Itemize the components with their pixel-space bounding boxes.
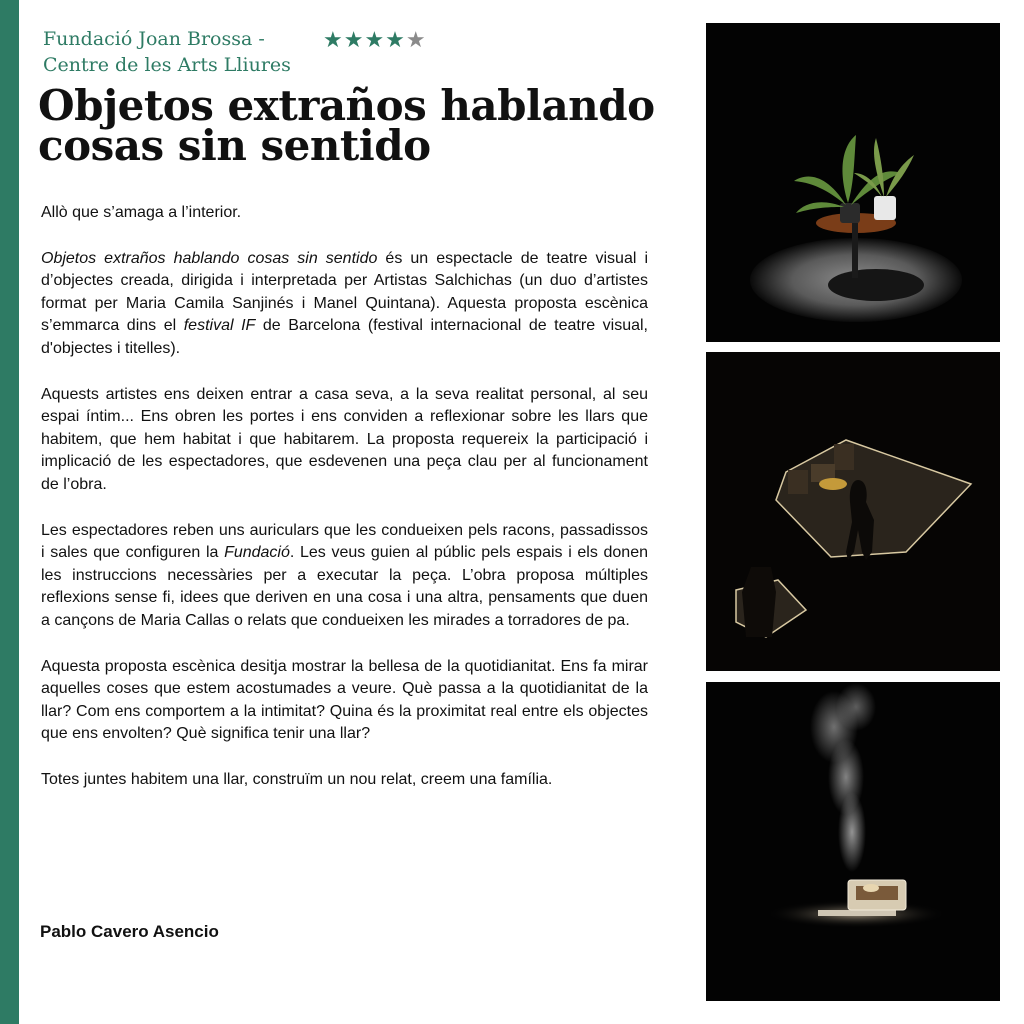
venue-line-2: Centre de les Arts Lliures bbox=[43, 54, 291, 76]
author-name: Pablo Cavero Asencio bbox=[40, 922, 219, 941]
paragraph-2-text-b: de Barcelona (festival internacional de teatre visual, d'objectes i titelles). bbox=[41, 317, 649, 357]
accent-side-bar bbox=[0, 0, 19, 1024]
paragraph-4-text-a: Les espectadores reben uns auriculars que les condueixen pels racons, passadissos i sales que configuren la bbox=[41, 521, 648, 562]
article-body bbox=[41, 202, 648, 814]
filled-stars-icon: ★★★★ bbox=[323, 28, 406, 53]
paragraph-6: Totes juntes habitem una llar, construïm un nou relat, creem una família. bbox=[41, 770, 553, 788]
star-rating bbox=[323, 28, 427, 53]
article-title bbox=[38, 81, 698, 170]
fundacio-italic: Fundació bbox=[224, 544, 290, 562]
photo-plants-spotlight bbox=[706, 23, 1000, 342]
venue-line-1: Fundació Joan Brossa - bbox=[43, 28, 265, 50]
title-line-2: cosas sin sentido bbox=[38, 121, 431, 170]
show-title-italic: Objetos extraños hablando cosas sin sentido bbox=[41, 249, 378, 267]
paragraph-5: Aquesta proposta escènica desitja mostrar la bellesa de la quotidianitat. Ens fa mirar aquelles coses que estem acostumades a veure. Què passa a la quotidianitat de la llar? Com ens comportem a la intimitat? Quina és la proximitat real entre els objectes que ens envolten? Què significa tenir una llar? bbox=[41, 657, 648, 743]
paragraph-4-text-b: . Les veus guien al públic pels espais i els donen les instruccions necessàries per a executar la peça. L’obra proposa múltiples reflexions sense fi, idees que deriven en una cosa i una altra, pensaments que duen a cançons de Maria Callas o relats que condueixen les mirades a torradores de pa. bbox=[41, 544, 649, 629]
festival-name-italic: festival IF bbox=[183, 317, 256, 335]
venue-name bbox=[43, 26, 313, 78]
empty-star-icon: ★ bbox=[405, 28, 427, 53]
photo-stage-performer bbox=[706, 352, 1000, 671]
paragraph-3: Aquests artistes ens deixen entrar a casa seva, a la seva realitat personal, al seu espai íntim... Ens obren les portes i ens conviden a reflexionar sobre les llars que habitem, que hem habitat i que habitarem. La proposta requereix la participació i implicació de les espectadores, que esdevenen una peça clau per al funcionament de l’obra. bbox=[41, 385, 648, 493]
paragraph-2 bbox=[41, 248, 648, 361]
paragraph-4 bbox=[41, 520, 648, 633]
photo-smoking-toaster bbox=[706, 682, 1000, 1001]
paragraph-1: Allò que s’amaga a l’interior. bbox=[41, 204, 242, 221]
paragraph-2-text-a: és un espectacle de teatre visual i d’objectes creada, dirigida i interpretada per Artistas Salchichas (un duo d’artistes format per Maria Camila Sanjinés i Manel Quintana). Aquesta proposta escènica s’emmarca dins el bbox=[41, 249, 649, 335]
title-line-1: Objetos extraños hablando bbox=[38, 81, 655, 130]
